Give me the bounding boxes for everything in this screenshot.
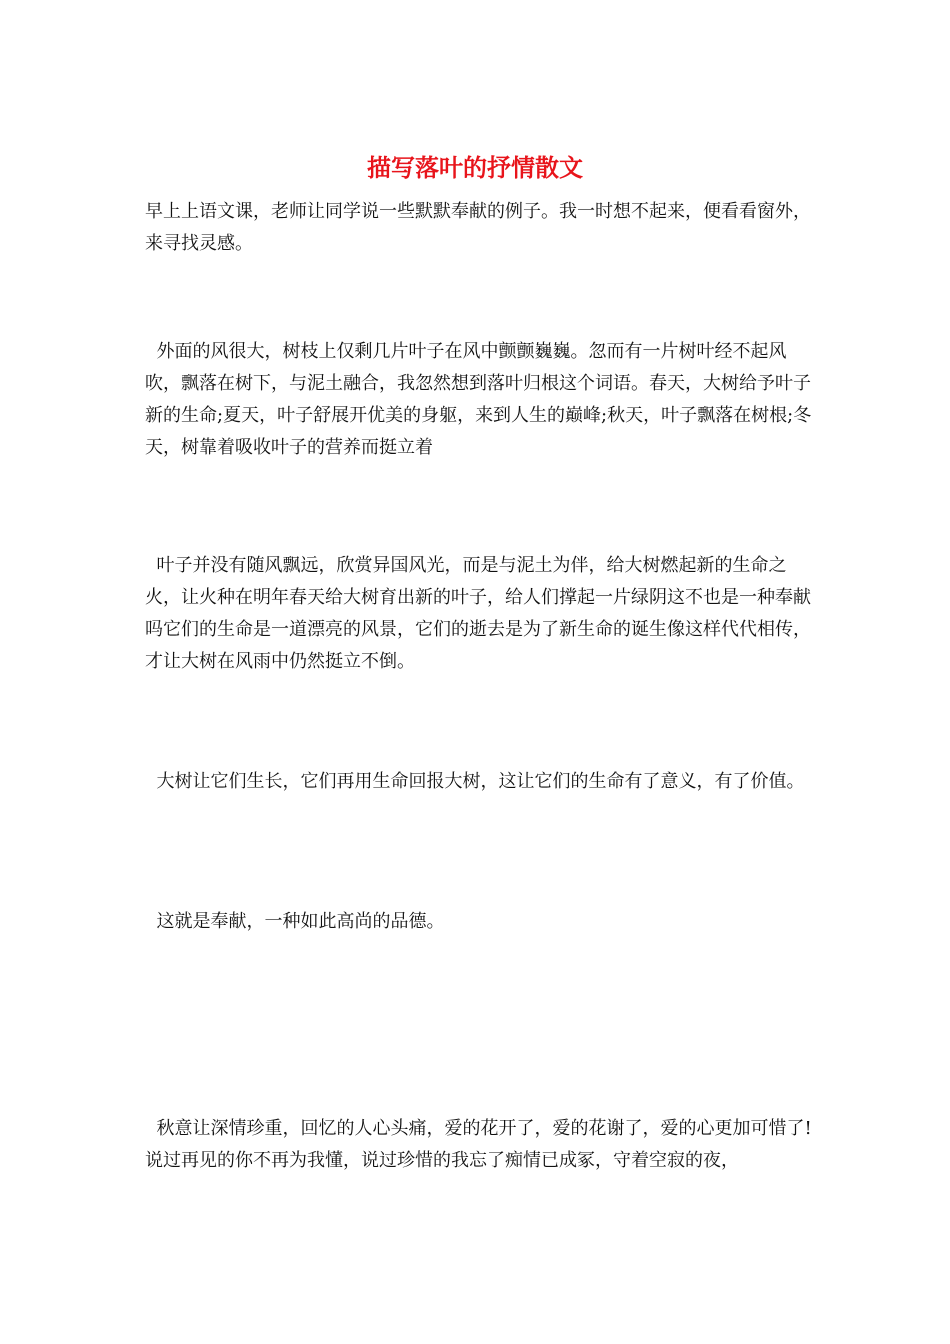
paragraph-6: 秋意让深情珍重，回忆的人心头痛，爱的花开了，爱的花谢了，爱的心更加可惜了!说过再见的你不再为我懂，说过珍惜的我忘了痴情已成冢，守着空寂的夜， (145, 1118, 812, 1171)
paragraph-4: 大树让它们生长，它们再用生命回报大树，这让它们的生命有了意义，有了价值。 (145, 771, 805, 792)
paragraph-5: 这就是奉献，一种如此高尚的品德。 (145, 911, 445, 932)
paragraph-1: 早上上语文课，老师让同学说一些默默奉献的例子。我一时想不起来，便看看窗外，来寻找灵感。 (145, 201, 811, 254)
paragraph-2: 外面的风很大，树枝上仅剩几片叶子在风中颤颤巍巍。忽而有一片树叶经不起风吹，飘落在树下，与泥土融合，我忽然想到落叶归根这个词语。春天，大树给予叶子新的生命;夏天，叶子舒展开优美的身躯，来到人生的巅峰;秋天，叶子飘落在树根;冬天，树靠着吸收叶子的营养而挺立着 (145, 341, 812, 458)
document-title: 描写落叶的抒情散文 (367, 153, 583, 182)
paragraph-3: 叶子并没有随风飘远，欣赏异国风光，而是与泥土为伴，给大树燃起新的生命之火，让火种在明年春天给大树育出新的叶子，给人们撑起一片绿阴这不也是一种奉献吗它们的生命是一道漂亮的风景，它们的逝去是为了新生命的诞生像这样代代相传，才让大树在风雨中仍然挺立不倒。 (145, 555, 811, 672)
